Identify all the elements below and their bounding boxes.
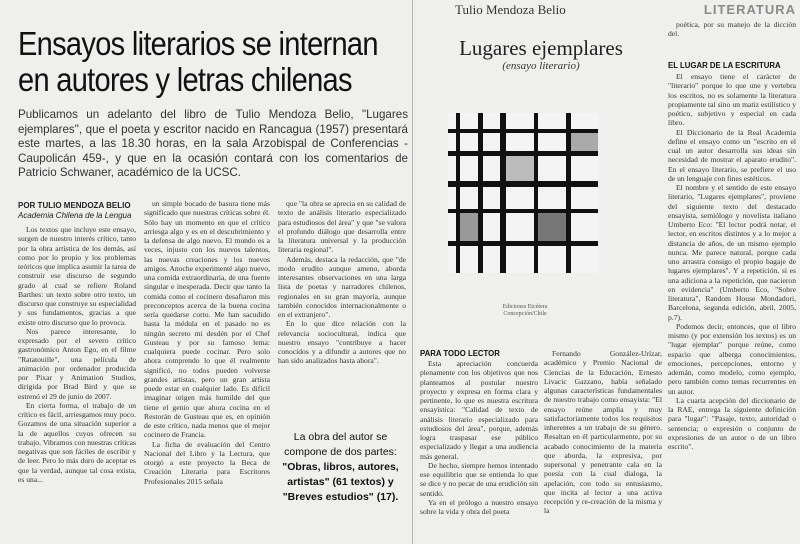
paragraph: En lo que dice relación con la relevancia sociocultural, indica que nuestro ensayo "contribuye a hacer conocidos y a difundir a autores que no han sido analizados hasta ahora". [278, 319, 406, 366]
right-column-b [544, 349, 662, 539]
right-column-c [668, 72, 796, 539]
paragraph: Podemos decir, entonces, que el libro mismo (y por extensión los textos) es un "lugar ejemplar" porque reúne, como espacio que alberga conocimientos, emociones, percepciones, entorno y ademán, como modelo, como ejemplo, pero también como temas recurrentes en un autor. [668, 321, 796, 396]
paragraph: Nos parece interesante, lo expresado por el severo crítico gastronómico Anton Ego, en el filme "Ratatouille", una película de animación por ordenador producida por Pixar y Animation Studios, dirigida por Brad Bird y que se estrenó el 29 de junio de 2007. [18, 326, 136, 401]
left-column-3 [278, 199, 406, 421]
subhead-el-lugar: EL LUGAR DE LA ESCRITURA [668, 61, 781, 70]
left-column-1 [18, 225, 136, 537]
deck-intro: Publicamos un adelanto del libro de Tulio Mendoza Belio, "Lugares ejemplares", que el poeta y escritor nacido en Rancagua (1957) presentará este martes, a las 18.30 horas, en la sala Arzobispal de Conferencias -Caupolicán 459-, y que en la ocasión contará con los comentarios de Patricio Schwaner, académico de la UCSC. [18, 108, 408, 180]
book-cover-grid-art [448, 113, 598, 273]
paragraph: El ensayo tiene el carácter de "literario" porque lo que une y vertebra los escritos, no es solamente la literatura propiamente tal sino un matiz estilístico y poético, subjetivo y especial en cada libro. [668, 72, 796, 128]
pull-quote-title: "Obras, libros, autores, artistas" (61 textos) y "Breves estudios" (17). [282, 461, 399, 503]
paragraph: En cierta forma, el trabajo de un crítico es fácil, arriesgamos muy poco. Gozamos de una situación superior a la de aquellos cuyos ofrecen su trabajo. Vibramos con nuestras críticas negativas que son fáciles de escribir y de leer. Pero lo más duro de aceptar es que la verdad, aunque tal cosa exista, es una... [18, 400, 136, 484]
paragraph: El nombre y el sentido de este ensayo literario, "Lugares ejemplares", proviene del siguiente texto del destacado ensayista, semiólogo y novelista italiano Umberto Eco: "El lector podrá notar, el lector, en escritos distintos y a lo mejor a distancia de años, de un mismo ejemplo nunca. Me parece natural, porque cada uno arrastra consigo el propio bagaje de lugares ejemplares". Y a repetición, si es una adiciona a la repetición, que nacieron en evidencia" (Umberto Eco, "Sobre literatura", Random House Mondadori, Barcelona, segunda edición, abril, 2005, p.7). [668, 183, 796, 322]
publisher-line-1: Ediciones Etcétera [502, 304, 548, 310]
byline-institution: Academia Chilena de la Lengua [18, 211, 132, 220]
book-author: Tulio Mendoza Belio [455, 2, 566, 17]
publisher-caption [485, 304, 565, 318]
right-column-a [420, 359, 538, 539]
paragraph: un simple bocado de basura tiene más significado que nuestras críticas sobre él. Sólo hay un momento en que el crítico arriesga algo y es en el descubrimiento y la defensa de algo nuevo. El mundo es a veces, injusto con los nuevos talentos, las nuevas creaciones y los nuevos amigos. Anoche experimenté algo nuevo, una comida extraordinaria, de una fuente singular e inesperada. Decir que tanto la comida como el cocinero desafiaron mis preconceptos acerca de la buena cocina sería quedarse corto. Me han sacudido hasta la médula en el pasado no es ningún secreto mi desdén por el Chef Gusteau y por su famoso lema: cualquiera puede cocinar. Pero solo ahora comprendo lo que él realmente significó, no todos pueden volverse grandes artistas, pero un gran artista puede estar en cualquier lado. Es difícil imaginar origen más humilde del que tiene el genio que ahora cocina en el Restorán de Gusteau que es, en opinión de este crítico, nada menos que el mejor cocinero de Francia. [144, 199, 270, 440]
right-column-c-top [668, 20, 796, 42]
paragraph: El Diccionario de la Real Academia define el ensayo como un "escrito en el cual un autor desarrolla sus ideas sin necesidad de mostrar el aparato erudito". En el ensayo literario, se prefiere el uso de un lenguaje con fines estéticos. [668, 127, 796, 183]
paragraph: Esta apreciación concuerda plenamente con los objetivos que nos planteamos al postular nuestro proyecto y expresa en forma clara y pertinente, lo que es nuestra escritura ensayística: "Calidad de texto de análisis literario especializado para estudiosos del área", porque, además logra traspasar ese público especializado y llegar a una audiencia más general. [420, 359, 538, 461]
paragraph: La ficha de evaluación del Centro Nacional del Libro y la Lectura, que otorgó a este proyecto la Beca de Creación Literaria para Escritores Profesionales 2015 señala [144, 439, 270, 486]
paragraph: que "la obra se aprecia en su calidad de texto de análisis literario especializado para estudiosos del área" y que "se valora el profundo diálogo que desarrolla entre la literatura universal y la producción literaria regional". [278, 199, 406, 255]
paragraph: La cuarta acepción del diccionario de la RAE, entrega la siguiente definición para "lugar": "Pasaje, texto, autoridad o sentencia; o expresión o conjunto de expresiones de un autor o de un libro escrito". [668, 395, 796, 451]
paragraph: Ya en el prólogo a nuestro ensayo sobre la vida y obra del poeta [420, 497, 538, 516]
left-column-2 [144, 199, 270, 537]
paragraph: Fernando González-Urízar, académico y Premio Nacional de Ciencias de la Educación, Ernesto Livacic Gazzano, había señalado algunas características fundamentales de nuestro trabajo como ensayista: "El ensayo reúne amplia y muy satisfactoriamente todos los requisitos inherentes a un trabajo de su género. Resaltan en él particularmente, por su acabado conocimiento de la materia que aborda, la expresiva, por supersonal y penetrante cala en la poesía con la cual dialoga, la apelación, con todo su entusiasmo, que incita al lector a una activa recepción y re-creación de la misma y la [544, 349, 662, 516]
byline [18, 201, 131, 221]
paragraph: Los textos que incluye este ensayo, surgen de nuestro interés crítico, tanto por la obra artística de los demás, así como por lo propio y los problemas teóricos que implica asumir la tarea de construir ese discurso de segundo grado al cual se refiere Roland Barthes: un texto sobre otro texto, un discurso que construye su especialidad y sus fundamentos, gracias a que existe otro discurso que lo provoca. [18, 225, 136, 327]
book-title: Lugares ejemplares [459, 36, 623, 60]
section-tag: LITERATURA [703, 2, 796, 17]
paragraph: De hecho, siempre hemos intentado ese equilibrio que se entienda lo que se dice y no pecar de una erudición sin sentido. [420, 460, 538, 498]
pull-quote [278, 430, 403, 505]
headline [18, 25, 378, 98]
paragraph: Además, destaca la redacción, que "de modo erudito aunque ameno, aborda interesantes observaciones en una larga lista de poetas y narradores chilenos, regionales en su gran mayoría, aunque también conocidos internacionalmente o en el extranjero". [278, 254, 406, 319]
paragraph: poética, por su manejo de la dicción del. [668, 20, 796, 39]
pull-quote-lead: La obra del autor se compone de dos partes: [284, 431, 397, 458]
book-subtitle: (ensayo literario) [502, 60, 580, 72]
headline-line-2: en autores y letras chilenas [18, 61, 352, 98]
headline-line-1: Ensayos literarios se internan [18, 25, 378, 62]
byline-author: POR TULIO MENDOZA BELIO [18, 201, 131, 210]
page-gutter [412, 0, 413, 544]
publisher-line-2: Concepción/Chile [503, 311, 547, 317]
subhead-para-todo-lector: PARA TODO LECTOR [420, 349, 500, 358]
